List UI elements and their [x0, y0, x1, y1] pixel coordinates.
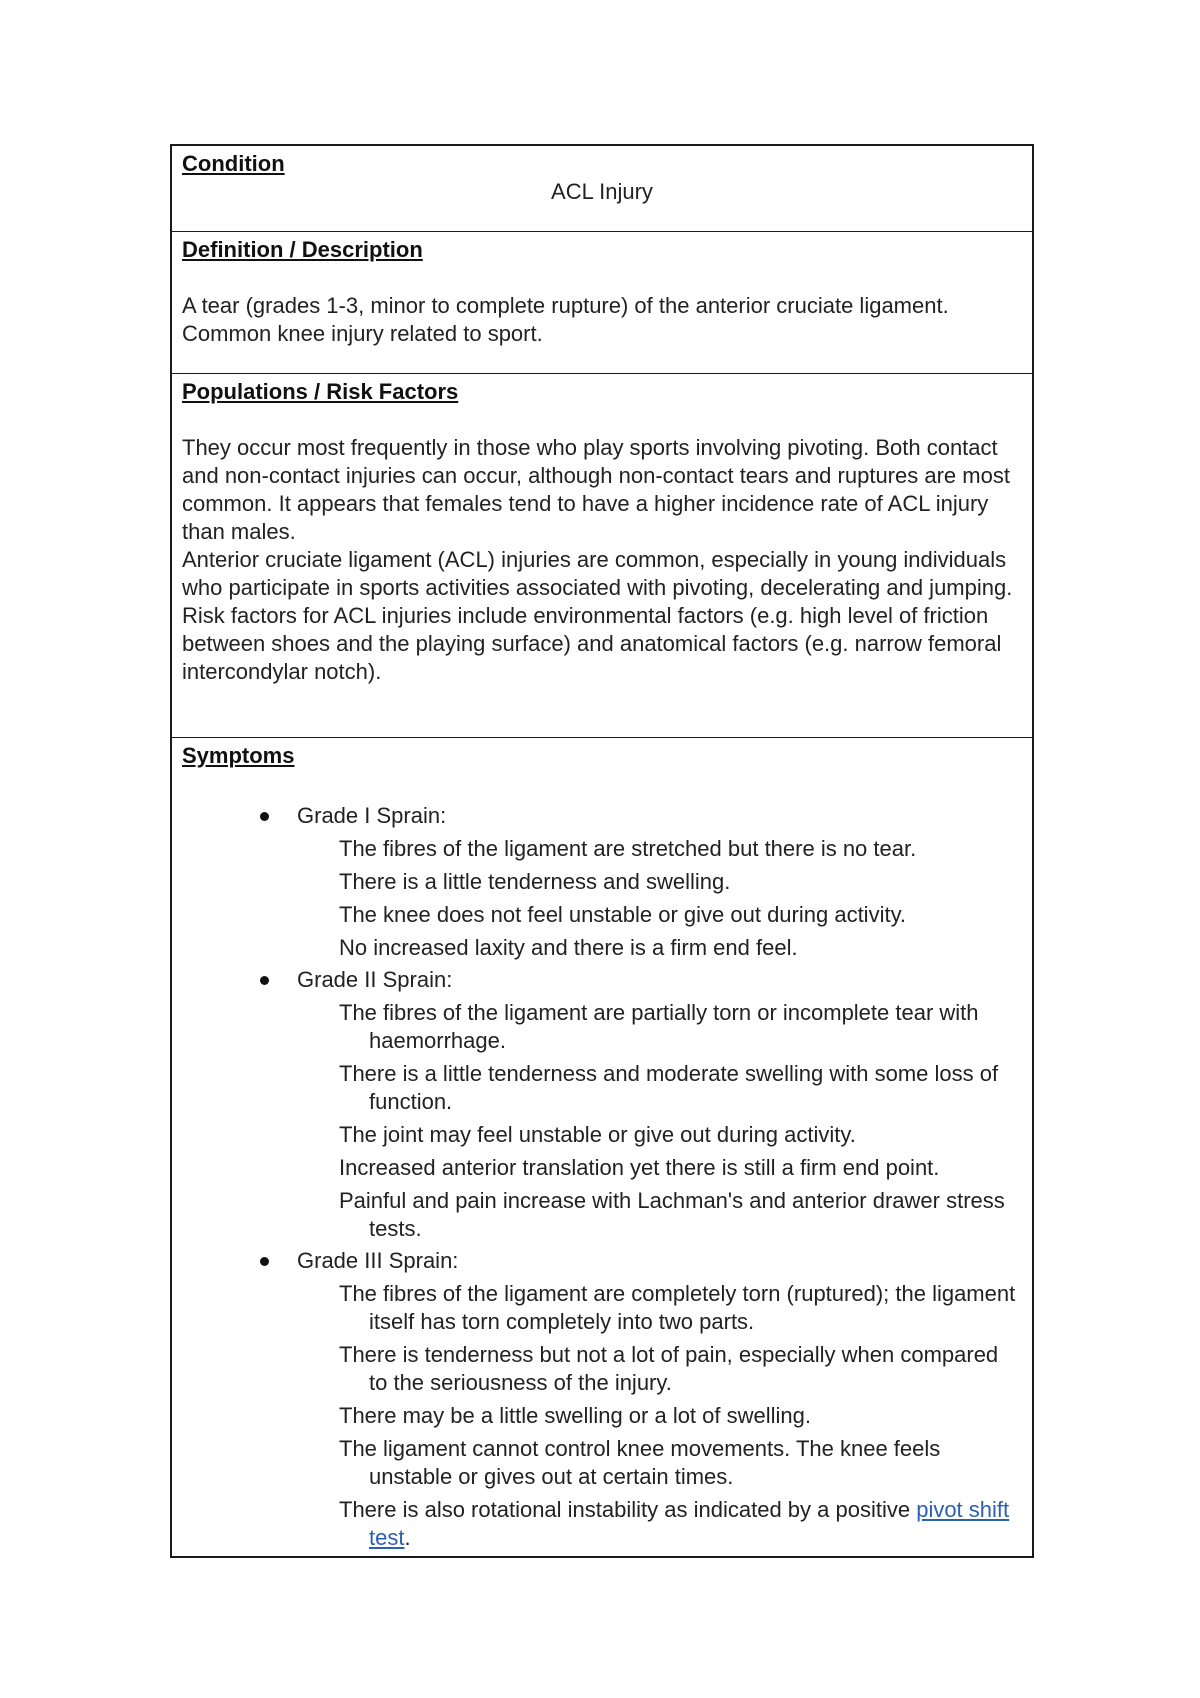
grade-detail: The joint may feel unstable or give out during activity.	[339, 1122, 856, 1147]
grade-detail: The fibres of the ligament are completely torn (ruptured); the ligament itself has torn completely into two parts.	[339, 1281, 1016, 1334]
grade-label: Grade II Sprain:	[297, 967, 453, 992]
pivot-shift-test-link[interactable]: pivot shift test	[369, 1497, 1010, 1550]
bullet-icon	[260, 1257, 269, 1266]
grade-detail: There is a little tenderness and swelling.	[339, 869, 731, 894]
detail-text: There is also rotational instability as indicated by a positive	[339, 1497, 917, 1522]
definition-heading: Definition / Description	[182, 237, 423, 262]
grade-detail: The knee does not feel unstable or give out during activity.	[339, 902, 907, 927]
grade-detail: The fibres of the ligament are stretched but there is no tear.	[339, 836, 917, 861]
bullet-icon	[260, 976, 269, 985]
condition-value: ACL Injury	[551, 179, 653, 204]
grade-detail: Painful and pain increase with Lachman's and anterior drawer stress tests.	[339, 1188, 1005, 1241]
definition-text: A tear (grades 1-3, minor to complete rupture) of the anterior cruciate ligament. Common knee injury related to sport.	[182, 293, 949, 346]
grade-detail: There may be a little swelling or a lot of swelling.	[339, 1403, 811, 1428]
grade-detail: There is a little tenderness and moderate swelling with some loss of function.	[339, 1061, 999, 1114]
grade-item-2	[182, 966, 1022, 1243]
populations-paragraph: They occur most frequently in those who play sports involving pivoting. Both contact and non-contact injuries can occur, although non-contact tears and ruptures are most common. It appears that females tend to have a higher incidence rate of ACL injury than males.	[182, 435, 1010, 544]
grade-detail: No increased laxity and there is a firm end feel.	[339, 935, 798, 960]
grade-list	[182, 802, 1022, 1552]
detail-suffix: .	[404, 1525, 411, 1550]
spacer	[182, 770, 1022, 798]
definition-cell	[172, 232, 1032, 374]
condition-heading: Condition	[182, 151, 285, 176]
condition-table	[170, 144, 1034, 1558]
populations-heading: Populations / Risk Factors	[182, 379, 459, 404]
populations-paragraph: Risk factors for ACL injuries include environmental factors (e.g. high level of friction between shoes and the playing surface) and anatomical factors (e.g. narrow femoral intercondylar notch).	[182, 603, 1002, 684]
grade-detail-last	[339, 1496, 1022, 1552]
populations-cell	[172, 374, 1032, 738]
grade-detail: There is tenderness but not a lot of pain, especially when compared to the seriousness of the injury.	[339, 1342, 999, 1395]
spacer	[182, 264, 1022, 292]
grade-label: Grade III Sprain:	[297, 1248, 459, 1273]
symptoms-cell	[172, 738, 1032, 1556]
grade-item-1	[182, 802, 1022, 962]
grade-detail: The fibres of the ligament are partially torn or incomplete tear with haemorrhage.	[339, 1000, 979, 1053]
grade-label: Grade I Sprain:	[297, 803, 447, 828]
symptoms-heading: Symptoms	[182, 743, 295, 768]
populations-paragraph: Anterior cruciate ligament (ACL) injuries are common, especially in young individuals who participate in sports activities associated with pivoting, decelerating and jumping.	[182, 547, 1013, 600]
grade-item-3	[182, 1247, 1022, 1552]
spacer	[182, 406, 1022, 434]
condition-cell	[172, 146, 1032, 232]
bullet-icon	[260, 812, 269, 821]
grade-detail: The ligament cannot control knee movements. The knee feels unstable or gives out at certain times.	[339, 1436, 941, 1489]
grade-detail: Increased anterior translation yet there is still a firm end point.	[339, 1155, 940, 1180]
